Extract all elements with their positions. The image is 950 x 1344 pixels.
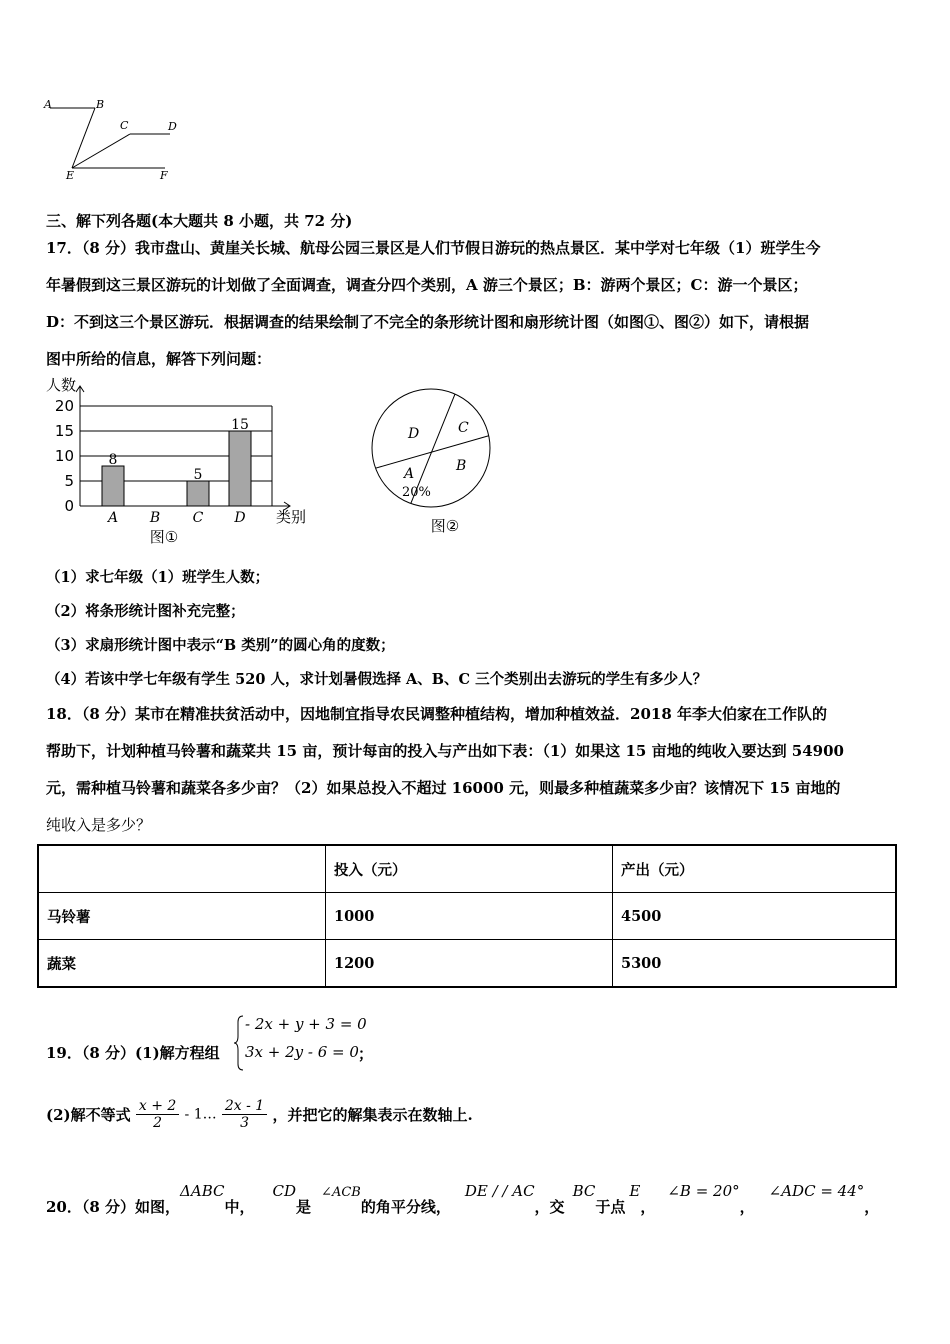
q20-term-angle-adc: ∠ADC = 44°	[768, 1182, 865, 1200]
label-c: C	[120, 119, 129, 132]
y-tick-label: 0	[64, 497, 74, 515]
table-header-row	[38, 845, 896, 893]
y-axis-label: 人数	[46, 376, 77, 394]
data-label: 8	[108, 452, 118, 468]
table-cell: 蔬菜	[38, 940, 326, 988]
fraction-1-numerator: x + 2	[138, 1098, 177, 1114]
q17-sub4: （4）若该中学七年级有学生 520 人，求计划暑假选择 A、B、C 三个类别出去游玩的学生有多少人？	[46, 671, 708, 688]
fraction-2-numerator: 2x - 1	[224, 1098, 265, 1114]
q20-term-parallel: DE / / AC	[464, 1182, 535, 1200]
q20-term-triangle: ΔABC	[180, 1182, 225, 1200]
equation-brace	[233, 1014, 245, 1072]
label-f: F	[160, 169, 168, 182]
fraction-1-denominator: 2	[136, 1114, 179, 1131]
figure-2-caption: 图②	[430, 517, 460, 535]
line-ec	[72, 134, 130, 168]
table-row	[38, 893, 896, 940]
q17-line4: 图中所给的信息，解答下列问题：	[46, 350, 272, 368]
bar-c	[187, 481, 209, 506]
table-cell: 1000	[326, 893, 613, 940]
x-axis-label: 类别	[276, 508, 307, 526]
slice-label-c: C	[458, 420, 469, 436]
inequality-middle: - 1…	[184, 1106, 217, 1123]
table-header-cell	[38, 845, 326, 893]
q17-sub2: （2）将条形统计图补充完整；	[46, 603, 245, 620]
table-cell: 1200	[326, 940, 613, 988]
q17-line1: 17．（8 分）我市盘山、黄崖关长城、航母公园三景区是人们节假日游玩的热点景区．某中学对七年级（1）班学生今	[46, 239, 821, 257]
pie-circle	[372, 389, 490, 507]
table-cell: 马铃薯	[38, 893, 326, 940]
bar-chart	[40, 376, 330, 551]
pie-chart	[370, 386, 505, 536]
table-cell: 5300	[613, 940, 897, 988]
q20-term-angle-acb: ∠ACB	[321, 1185, 361, 1200]
table-cell: 4500	[613, 893, 897, 940]
label-b: B	[96, 98, 105, 111]
q17-sub3: （3）求扇形统计图中表示“B 类别”的圆心角的度数；	[46, 637, 395, 654]
y-tick-label: 5	[64, 472, 74, 490]
q20-word: ，	[640, 1198, 656, 1216]
q18-table	[37, 844, 897, 988]
q17-sub1: （1）求七年级（1）班学生人数；	[46, 569, 270, 586]
bar-a	[102, 466, 124, 506]
equation-suffix: ；	[358, 1045, 374, 1063]
q20-word: 于点	[595, 1198, 626, 1216]
slice-label-d: D	[408, 426, 420, 442]
bar-d	[229, 431, 251, 506]
q20-term-cd: CD	[272, 1182, 297, 1200]
slice-label-a: A	[404, 466, 415, 482]
line-be	[72, 108, 95, 168]
q20-word: ，交	[534, 1198, 565, 1216]
figure-1-caption: 图①	[149, 528, 179, 546]
fraction-2	[222, 1098, 267, 1131]
q18-line3: 元，需种植马铃薯和蔬菜各多少亩？（2）如果总投入不超过 16000 元，则最多种植蔬菜多少亩？该情况下 15 亩地的	[46, 779, 841, 797]
table-header-cell: 投入（元）	[326, 845, 613, 893]
q19-part2	[46, 1098, 473, 1131]
x-tick-label: B	[149, 510, 161, 526]
y-tick-label: 20	[54, 397, 74, 415]
q20-term-bc: BC	[572, 1182, 596, 1200]
x-tick-label: C	[192, 510, 204, 526]
q17-line2: 年暑假到这三景区游玩的计划做了全面调查，调查分四个类别，A 游三个景区；B：游两个景区；C：游一个景区；	[46, 276, 808, 294]
q20-term-e: E	[629, 1182, 641, 1200]
data-label: 5	[193, 467, 203, 483]
section-heading: 三、解下列各题(本大题共 8 小题，共 72 分)	[46, 212, 353, 230]
slice-percent-a: 20%	[402, 485, 431, 500]
q20-word: ，	[739, 1198, 755, 1216]
label-a: A	[44, 98, 52, 111]
table-row	[38, 940, 896, 988]
label-d: D	[168, 120, 177, 133]
q20-word: 的角平分线，	[360, 1198, 451, 1216]
data-label: 15	[231, 417, 249, 433]
q19-part2-suffix: ，并把它的解集表示在数轴上.	[272, 1106, 473, 1124]
q18-line2: 帮助下，计划种植马铃薯和蔬菜共 15 亩，预计每亩的投入与产出如下表：（1）如果这 15 亩地的纯收入要达到 54900	[46, 742, 844, 760]
y-tick-label: 15	[54, 422, 74, 440]
q19-part2-prefix: (2)解不等式	[46, 1106, 131, 1124]
slice-label-b: B	[456, 458, 467, 474]
q18-line1: 18．（8 分）某市在精准扶贫活动中，因地制宜指导农民调整种植结构，增加种植效益．2018 年李大伯家在工作队的	[46, 705, 828, 723]
label-e: E	[66, 169, 75, 182]
q20-word: 是	[296, 1198, 312, 1216]
fraction-1	[136, 1098, 179, 1131]
q20-term-angle-b: ∠B = 20°	[667, 1182, 740, 1200]
y-tick-label: 10	[54, 447, 74, 465]
q17-line3: D：不到这三个景区游玩．根据调查的结果绘制了不完全的条形统计图和扇形统计图（如图①、图②）如下，请根据	[46, 313, 810, 331]
q20-prefix: 20．（8 分）如图，	[46, 1198, 181, 1216]
table-header-cell: 产出（元）	[613, 845, 897, 893]
fraction-2-denominator: 3	[222, 1114, 267, 1131]
x-tick-label: A	[107, 510, 119, 526]
x-tick-label: D	[234, 510, 246, 526]
q20-word: 中，	[224, 1198, 255, 1216]
q18-line4: 纯收入是多少？	[46, 816, 152, 834]
q19-prefix: 19．（8 分）(1)解方程组	[46, 1044, 220, 1062]
q20-word: ，	[864, 1198, 880, 1216]
q20-line	[46, 1180, 880, 1216]
equation-2: 3x + 2y - 6 = 0	[245, 1043, 359, 1061]
equation-1: - 2x + y + 3 = 0	[245, 1015, 367, 1033]
